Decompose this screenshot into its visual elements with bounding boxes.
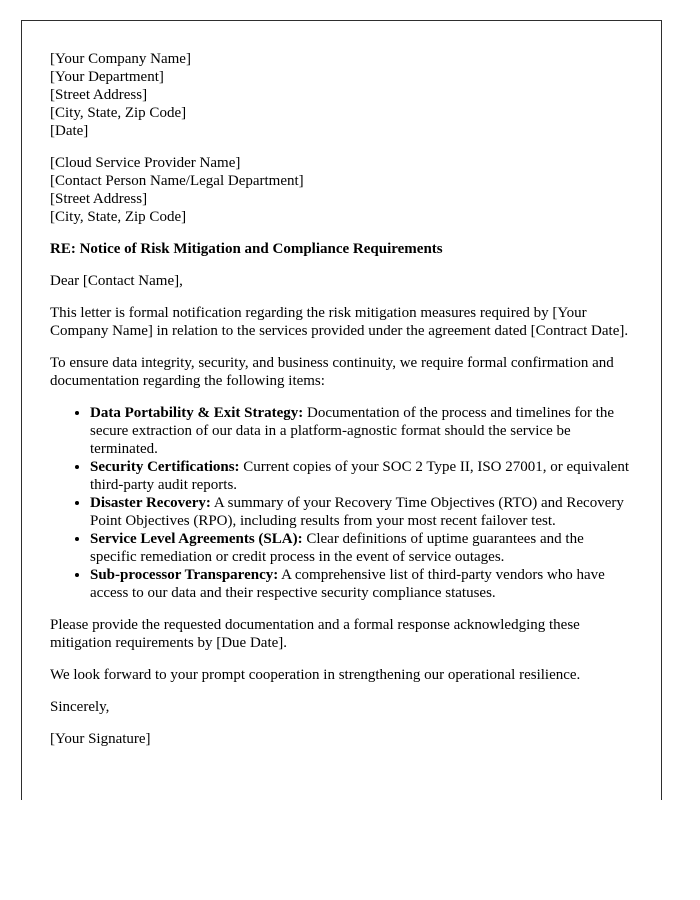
list-item-sla: [90, 530, 629, 566]
recipient-provider-line: [Cloud Service Provider Name]: [50, 155, 241, 171]
closing: Sincerely,: [50, 699, 110, 715]
recipient-street-line: [Street Address]: [50, 191, 148, 207]
list-item-title: Security Certifications:: [90, 459, 240, 475]
paragraph-request: Please provide the requested documentation and a formal response acknowledging these mitigation requirements by [Due Date].: [50, 617, 580, 651]
list-item-text: A comprehensive list of third-party vendors who have access to our data and their respective security compliance statuses.: [90, 567, 605, 601]
list-item-data-portability: [90, 404, 629, 458]
subject-line: RE: Notice of Risk Mitigation and Compliance Requirements: [50, 241, 443, 257]
list-item-subprocessor-transparency: [90, 566, 629, 602]
list-item-text: Clear definitions of uptime guarantees and the specific remediation or credit process in the event of service outages.: [90, 531, 584, 565]
salutation: Dear [Contact Name],: [50, 273, 183, 289]
list-item-security-certifications: [90, 458, 629, 494]
list-item-disaster-recovery: [90, 494, 629, 530]
paragraph-cooperation: We look forward to your prompt cooperation in strengthening our operational resilience.: [50, 667, 581, 683]
list-item-title: Disaster Recovery:: [90, 495, 211, 511]
recipient-address-block: [50, 154, 629, 226]
sender-date-line: [Date]: [50, 123, 89, 139]
paragraph-notification: This letter is formal notification regarding the risk mitigation measures required by [Your Company Name] in relation to the services provided under the agreement dated [Contract Date].: [50, 305, 629, 339]
paragraph-requirements-intro: To ensure data integrity, security, and business continuity, we require formal confirmation and documentation regarding the following items:: [50, 355, 614, 389]
letter-body: [22, 21, 661, 748]
sender-department-line: [Your Department]: [50, 69, 164, 85]
sender-address-block: [50, 50, 629, 140]
sender-street-line: [Street Address]: [50, 87, 148, 103]
recipient-city-line: [City, State, Zip Code]: [50, 209, 187, 225]
list-item-text: A summary of your Recovery Time Objectives (RTO) and Recovery Point Objectives (RPO), including results from your most recent failover test.: [90, 495, 624, 529]
list-item-text: Current copies of your SOC 2 Type II, ISO 27001, or equivalent third-party audit reports.: [90, 459, 629, 493]
signature-placeholder: [Your Signature]: [50, 731, 151, 747]
list-item-title: Data Portability & Exit Strategy:: [90, 405, 304, 421]
letter-page: [21, 20, 662, 800]
list-item-title: Service Level Agreements (SLA):: [90, 531, 303, 547]
recipient-contact-line: [Contact Person Name/Legal Department]: [50, 173, 304, 189]
list-item-text: Documentation of the process and timelines for the secure extraction of our data in a platform-agnostic format should the service be terminated.: [90, 405, 615, 457]
requirements-list: [50, 404, 629, 602]
list-item-title: Sub-processor Transparency:: [90, 567, 279, 583]
sender-company-line: [Your Company Name]: [50, 51, 191, 67]
sender-city-line: [City, State, Zip Code]: [50, 105, 187, 121]
